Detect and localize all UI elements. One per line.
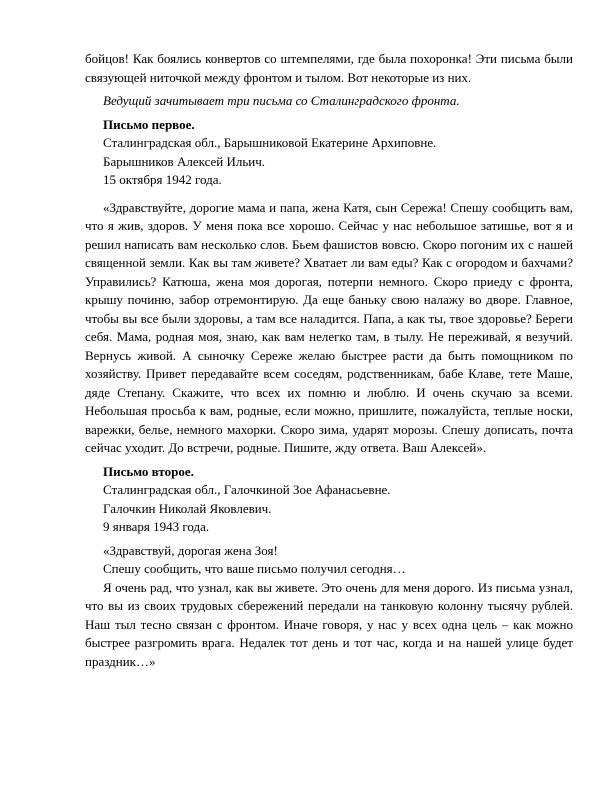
letter-two-heading: Письмо второе. <box>103 463 194 479</box>
letter-two-header <box>85 463 573 579</box>
letter-two-recipient: Сталинградская обл., Галочкиной Зое Афанасьевне. <box>103 482 391 497</box>
letter-two-date: 9 января 1943 года. <box>103 519 210 534</box>
letter-two-sender: Галочкин Николай Яковлевич. <box>103 500 272 516</box>
letter-one-header <box>85 116 573 190</box>
letter-two-greeting: «Здравствуй, дорогая жена Зоя! <box>103 542 278 558</box>
stage-direction: Ведущий зачитывает три письма со Сталинградского фронта. <box>103 93 460 108</box>
letter-one-body: «Здравствуйте, дорогие мама и папа, жена Катя, сын Сережа! Спешу сообщить вам, что я жив, здоров. У меня пока все хорошо. Сейчас у нас небольшое затишье, вот я и решил написать вам несколько слов. Бьем фашистов вовсю. Скоро погоним их с нашей священной земли. Как вы там живете? Хватает ли вам еды? Как с огородом и бахчами? Управились? Катюша, жена моя дорогая, потерпи немного. Скоро приеду с фронта, крышу починю, забор отремонтирую. Да еще баньку свою налажу во дворе. Главное, чтобы вы все были здоровы, а там все наладится. Папа, а как ты, твое здоровье? Береги себя. Мама, родная моя, знаю, как вам нелегко там, в тылу. Не переживай, я везучий. Вернусь живой. А сыночку Сереже желаю быстрее расти да быть помощником по хозяйству. Привет передавайте всем соседям, родственникам, бабе Клаве, тете Маше, дяде Степану. Скажите, что всех их помню и люблю. И очень скучаю за всеми. Небольшая просьба к вам, родные, если можно, пришлите, пожалуйста, теплые носки, варежки, белье, немного махорки. Скоро зима, ударят морозы. Спешу дописать, почта сейчас уходит. До встречи, родные. Пишите, жду ответа. Ваш Алексей». <box>85 199 573 455</box>
letter-two-line: Спешу сообщить, что ваше письмо получил сегодня… <box>103 561 406 576</box>
letter-two-body: Я очень рад, что узнал, как вы живете. Это очень для меня дорого. Из письма узнал, что вы из своих трудовых сбережений передали на танковую колонну тысячу рублей. Наш тыл тесно связан с фронтом. Иначе говоря, у нас у всех одна цель – как можно быстрее разгромить врага. Недалек тот день и тот час, когда и на нашей улице будет праздник…» <box>85 579 573 669</box>
letter-one-heading: Письмо первое. <box>103 116 195 132</box>
letter-one-date: 15 октября 1942 года. <box>103 172 222 187</box>
letter-one-recipient: Сталинградская обл., Барышниковой Екатерине Архиповне. <box>103 135 437 150</box>
document-page <box>85 50 573 671</box>
intro-paragraph: бойцов! Как боялись конвертов со штемпелями, где была похоронка! Эти письма были связующей ниточкой между фронтом и тылом. Вот некоторые из них. <box>85 51 573 85</box>
letter-one-sender: Барышников Алексей Ильич. <box>103 153 266 169</box>
